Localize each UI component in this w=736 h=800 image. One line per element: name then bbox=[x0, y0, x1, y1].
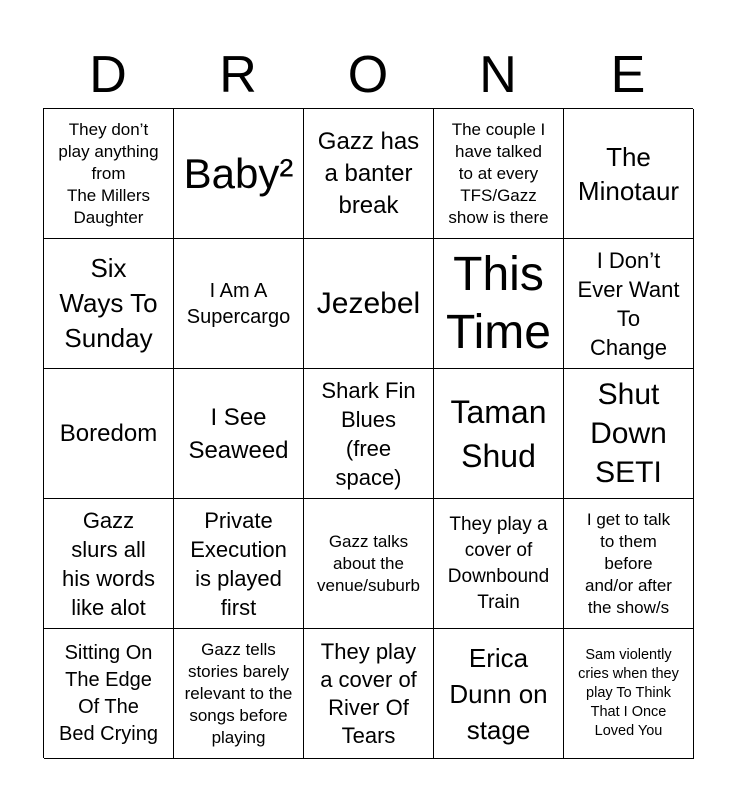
header-letter-d: D bbox=[89, 46, 127, 104]
bingo-cell-r2-c5[interactable] bbox=[564, 239, 694, 369]
bingo-cell-r4-c1[interactable] bbox=[44, 499, 174, 629]
bingo-cell-r3-c5[interactable] bbox=[564, 369, 694, 499]
bingo-header bbox=[43, 40, 693, 110]
bingo-cell-r2-c2[interactable] bbox=[174, 239, 304, 369]
bingo-cell-r4-c2[interactable] bbox=[174, 499, 304, 629]
bingo-grid bbox=[43, 108, 693, 758]
header-letter-e: E bbox=[610, 46, 646, 104]
cell-text: The Minotaur bbox=[577, 141, 680, 206]
cell-text: Gazz talks about the venue/suburb bbox=[316, 531, 421, 595]
cell-text: They play a cover of River Of Tears bbox=[320, 638, 417, 748]
bingo-cell-r1-c1[interactable] bbox=[44, 109, 174, 239]
cell-text: Jezebel bbox=[316, 286, 421, 320]
bingo-cell-r1-c4[interactable] bbox=[434, 109, 564, 239]
cell-text: Sam violently cries when they play To Think That I Once Loved You bbox=[578, 647, 679, 739]
cell-text: Shut Down SETI bbox=[590, 378, 667, 489]
cell-text: I Don’t Ever Want To Change bbox=[577, 247, 680, 360]
cell-text: Gazz has a banter break bbox=[317, 127, 420, 219]
cell-text: Erica Dunn on stage bbox=[449, 642, 548, 745]
cell-text: I See Seaweed bbox=[188, 403, 289, 464]
bingo-cell-r4-c3[interactable] bbox=[304, 499, 434, 629]
cell-text: I Am A Supercargo bbox=[186, 279, 291, 328]
cell-text: Gazz slurs all his words like alot bbox=[62, 507, 155, 620]
cell-text: The couple I have talked to at every TFS/Gazz show is there bbox=[448, 119, 549, 227]
cell-text: Baby² bbox=[183, 149, 294, 197]
bingo-cell-r2-c3[interactable] bbox=[304, 239, 434, 369]
cell-text: Six Ways To Sunday bbox=[59, 253, 158, 353]
bingo-cell-r3-c1[interactable] bbox=[44, 369, 174, 499]
bingo-cell-r1-c2[interactable] bbox=[174, 109, 304, 239]
bingo-cell-r5-c4[interactable] bbox=[434, 629, 564, 759]
cell-text: Private Execution is played first bbox=[190, 507, 287, 620]
header-letter-o: O bbox=[347, 46, 389, 104]
cell-text: Shark Fin Blues (free space) bbox=[321, 377, 416, 490]
bingo-cell-r4-c4[interactable] bbox=[434, 499, 564, 629]
cell-text: They don’t play anything from The Millers Daughter bbox=[58, 119, 159, 227]
cell-text: Taman Shud bbox=[450, 393, 547, 474]
bingo-cell-r3-c2[interactable] bbox=[174, 369, 304, 499]
cell-text: Sitting On The Edge Of The Bed Crying bbox=[59, 641, 158, 745]
bingo-cell-r1-c5[interactable] bbox=[564, 109, 694, 239]
cell-text: This Time bbox=[446, 247, 551, 359]
bingo-cell-r4-c5[interactable] bbox=[564, 499, 694, 629]
cell-text: They play a cover of Downbound Train bbox=[447, 513, 550, 613]
bingo-cell-r5-c2[interactable] bbox=[174, 629, 304, 759]
bingo-cell-r5-c5[interactable] bbox=[564, 629, 694, 759]
bingo-cell-r3-c3[interactable] bbox=[304, 369, 434, 499]
bingo-cell-r3-c4[interactable] bbox=[434, 369, 564, 499]
bingo-cell-r2-c4[interactable] bbox=[434, 239, 564, 369]
cell-text: Gazz tells stories barely relevant to the songs before playing bbox=[184, 639, 293, 747]
cell-text: I get to talk to them before and/or after the show/s bbox=[585, 509, 672, 617]
header-letter-n: N bbox=[479, 46, 517, 104]
cell-text: Boredom bbox=[59, 420, 158, 447]
bingo-cell-r2-c1[interactable] bbox=[44, 239, 174, 369]
bingo-cell-r1-c3[interactable] bbox=[304, 109, 434, 239]
header-letter-r: R bbox=[219, 46, 257, 104]
bingo-cell-r5-c1[interactable] bbox=[44, 629, 174, 759]
bingo-cell-r5-c3[interactable] bbox=[304, 629, 434, 759]
